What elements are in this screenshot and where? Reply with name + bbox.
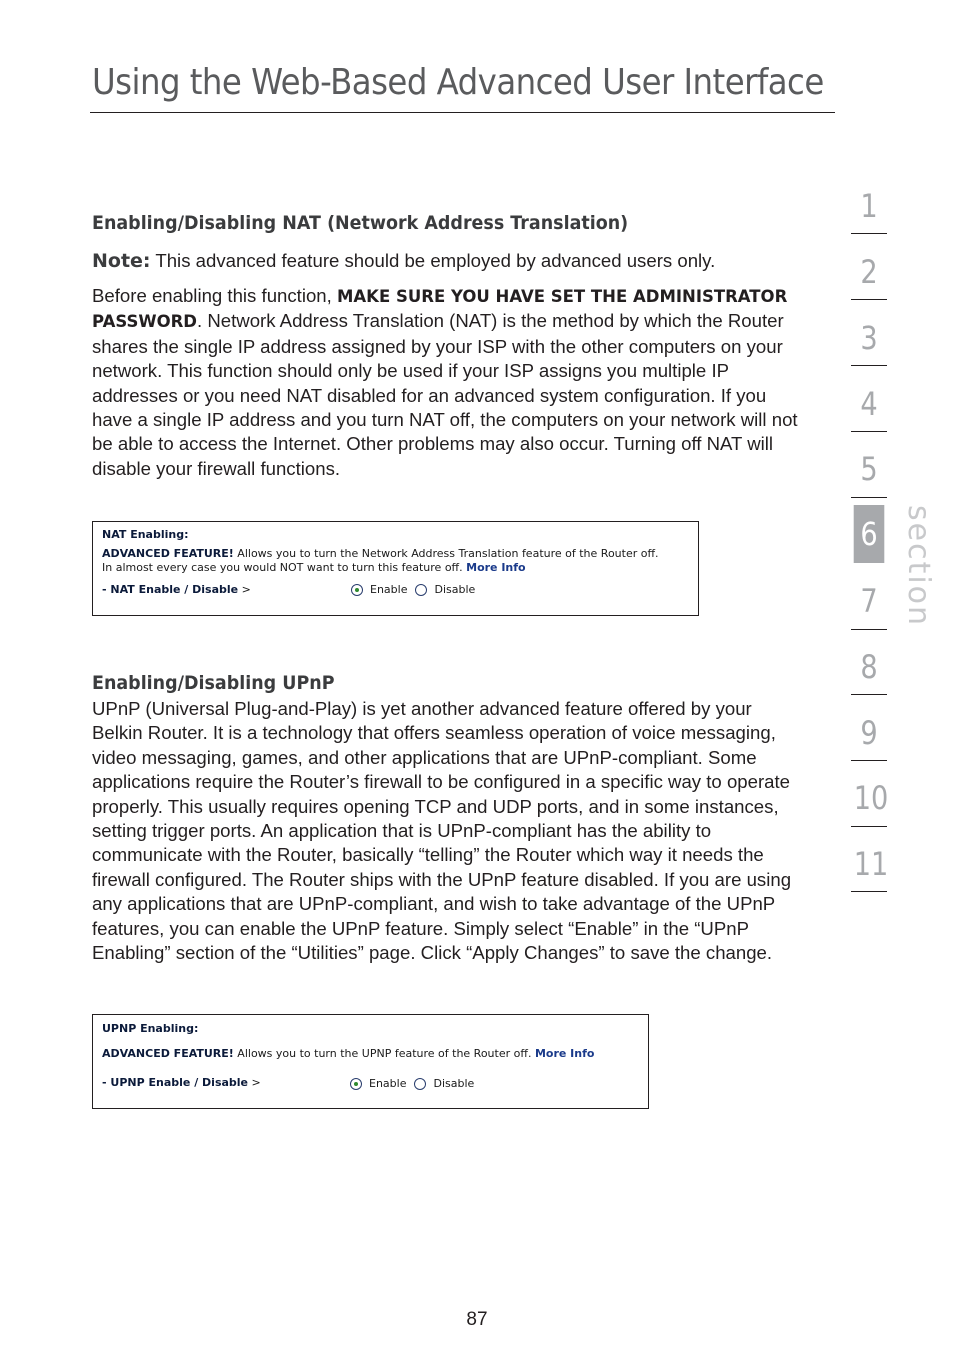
upnp-disable-label: Disable [433,1077,475,1090]
nat-heading: Enabling/Disabling NAT (Network Address Translation) [92,212,629,234]
nat-desc-text-2: In almost every case you would NOT want to turn this feature off. [102,561,463,574]
nat-body-rest: . Network Address Translation (NAT) is the method by which the Router shares the single IP address assigned by your ISP with the other computers on your network. This function should only be used if your ISP assigns you multiple IP addresses or you need NAT disabled for an advanced system configuration. If you have a single IP address and you turn NAT off, the computers on your network will not be able to access the Internet. Other problems may also occur. Turning off NAT will disable your firewall functions. [92,310,798,479]
advanced-feature-label: ADVANCED FEATURE! [102,1047,234,1060]
nat-settings-panel [92,521,699,616]
nat-body-caps: MAKE SURE YOU HAVE SET THE ADMINISTRATOR PASSWORD [92,287,788,332]
upnp-body: UPnP (Universal Plug-and-Play) is yet another advanced feature offered by your Belkin Router. It is a technology that offers seamless operation of voice messaging, video messaging, games, and other applications that are UPnP-compliant. Some applications require the Router’s firewall to be configured in a specific way to operate properly. This usually requires opening TCP and UDP ports, and in some instances, setting trigger ports. An application that is UPnP-compliant has the ability to communicate with the Router, basically “telling” the Router which way it needs the firewall configured. The Router ships with the UPnP feature disabled. If you are using any applications that are UPnP-compliant, and wish to take advantage of the UPnP features, you can enable the UPnP feature. Simply select “Enable” in the “UPnP Enabling” section of the “Utilities” page. Click “Apply Changes” to save the change. [92,698,792,964]
section-divider [851,629,887,630]
nat-panel-desc-line2 [102,561,526,574]
title-divider [90,112,835,113]
more-info-link[interactable]: More Info [534,1047,595,1060]
nat-desc-text: Allows you to turn the Network Address Translation feature of the Router off. [233,547,659,560]
nat-disable-label: Disable [434,583,476,596]
advanced-feature-label: ADVANCED FEATURE! [102,547,234,560]
nat-panel-desc-line1 [102,547,659,560]
section-tab-2[interactable]: 2 [860,253,878,291]
section-tab-7[interactable]: 7 [860,582,878,620]
section-tab-4[interactable]: 4 [860,385,878,423]
nat-enable-radio[interactable] [351,584,363,596]
upnp-option-label: - UPNP Enable / Disable [102,1076,249,1089]
nat-option-row [102,583,251,596]
upnp-radio-group [350,1077,482,1090]
upnp-panel-desc [102,1047,594,1060]
more-info-link[interactable]: More Info [466,561,526,574]
section-tab-3[interactable]: 3 [860,319,878,357]
section-tab-6-active[interactable]: 6 [854,505,885,563]
section-divider [851,431,887,432]
section-divider [851,299,887,300]
section-tab-9[interactable]: 9 [860,714,878,752]
page-title: Using the Web-Based Advanced User Interface [92,62,824,103]
section-divider [851,694,887,695]
section-divider [851,497,887,498]
section-divider [851,233,887,234]
section-tab-8[interactable]: 8 [860,648,878,686]
section-tab-10[interactable]: 10 [853,779,889,817]
nat-panel-title: NAT Enabling: [102,528,189,541]
option-arrow: > [238,583,251,596]
section-divider [851,891,887,892]
upnp-settings-panel [92,1014,649,1109]
note-label: Note: [92,250,151,272]
upnp-desc-text: Allows you to turn the UPNP feature of the Router off. [233,1047,532,1060]
upnp-panel-title: UPNP Enabling: [102,1022,199,1035]
nat-disable-radio[interactable] [415,584,427,596]
nat-enable-label: Enable [370,583,408,596]
nat-note [92,249,802,273]
upnp-enable-radio[interactable] [350,1078,362,1090]
upnp-disable-radio[interactable] [414,1078,426,1090]
section-tab-11[interactable]: 11 [853,845,889,883]
section-divider [851,760,887,761]
upnp-enable-label: Enable [369,1077,407,1090]
note-text: This advanced feature should be employed by advanced users only. [150,250,716,271]
section-tab-1[interactable]: 1 [860,187,878,225]
nat-body [92,284,802,481]
page-number: 87 [466,1309,488,1330]
upnp-heading: Enabling/Disabling UPnP [92,672,335,694]
nat-radio-group [351,583,483,596]
section-label: section [901,505,936,628]
nat-body-prefix: Before enabling this function, [92,285,337,306]
section-divider [851,826,887,827]
section-divider [851,365,887,366]
section-tab-5[interactable]: 5 [860,450,878,488]
upnp-option-row [102,1076,261,1089]
option-arrow: > [248,1076,261,1089]
nat-option-label: - NAT Enable / Disable [102,583,239,596]
